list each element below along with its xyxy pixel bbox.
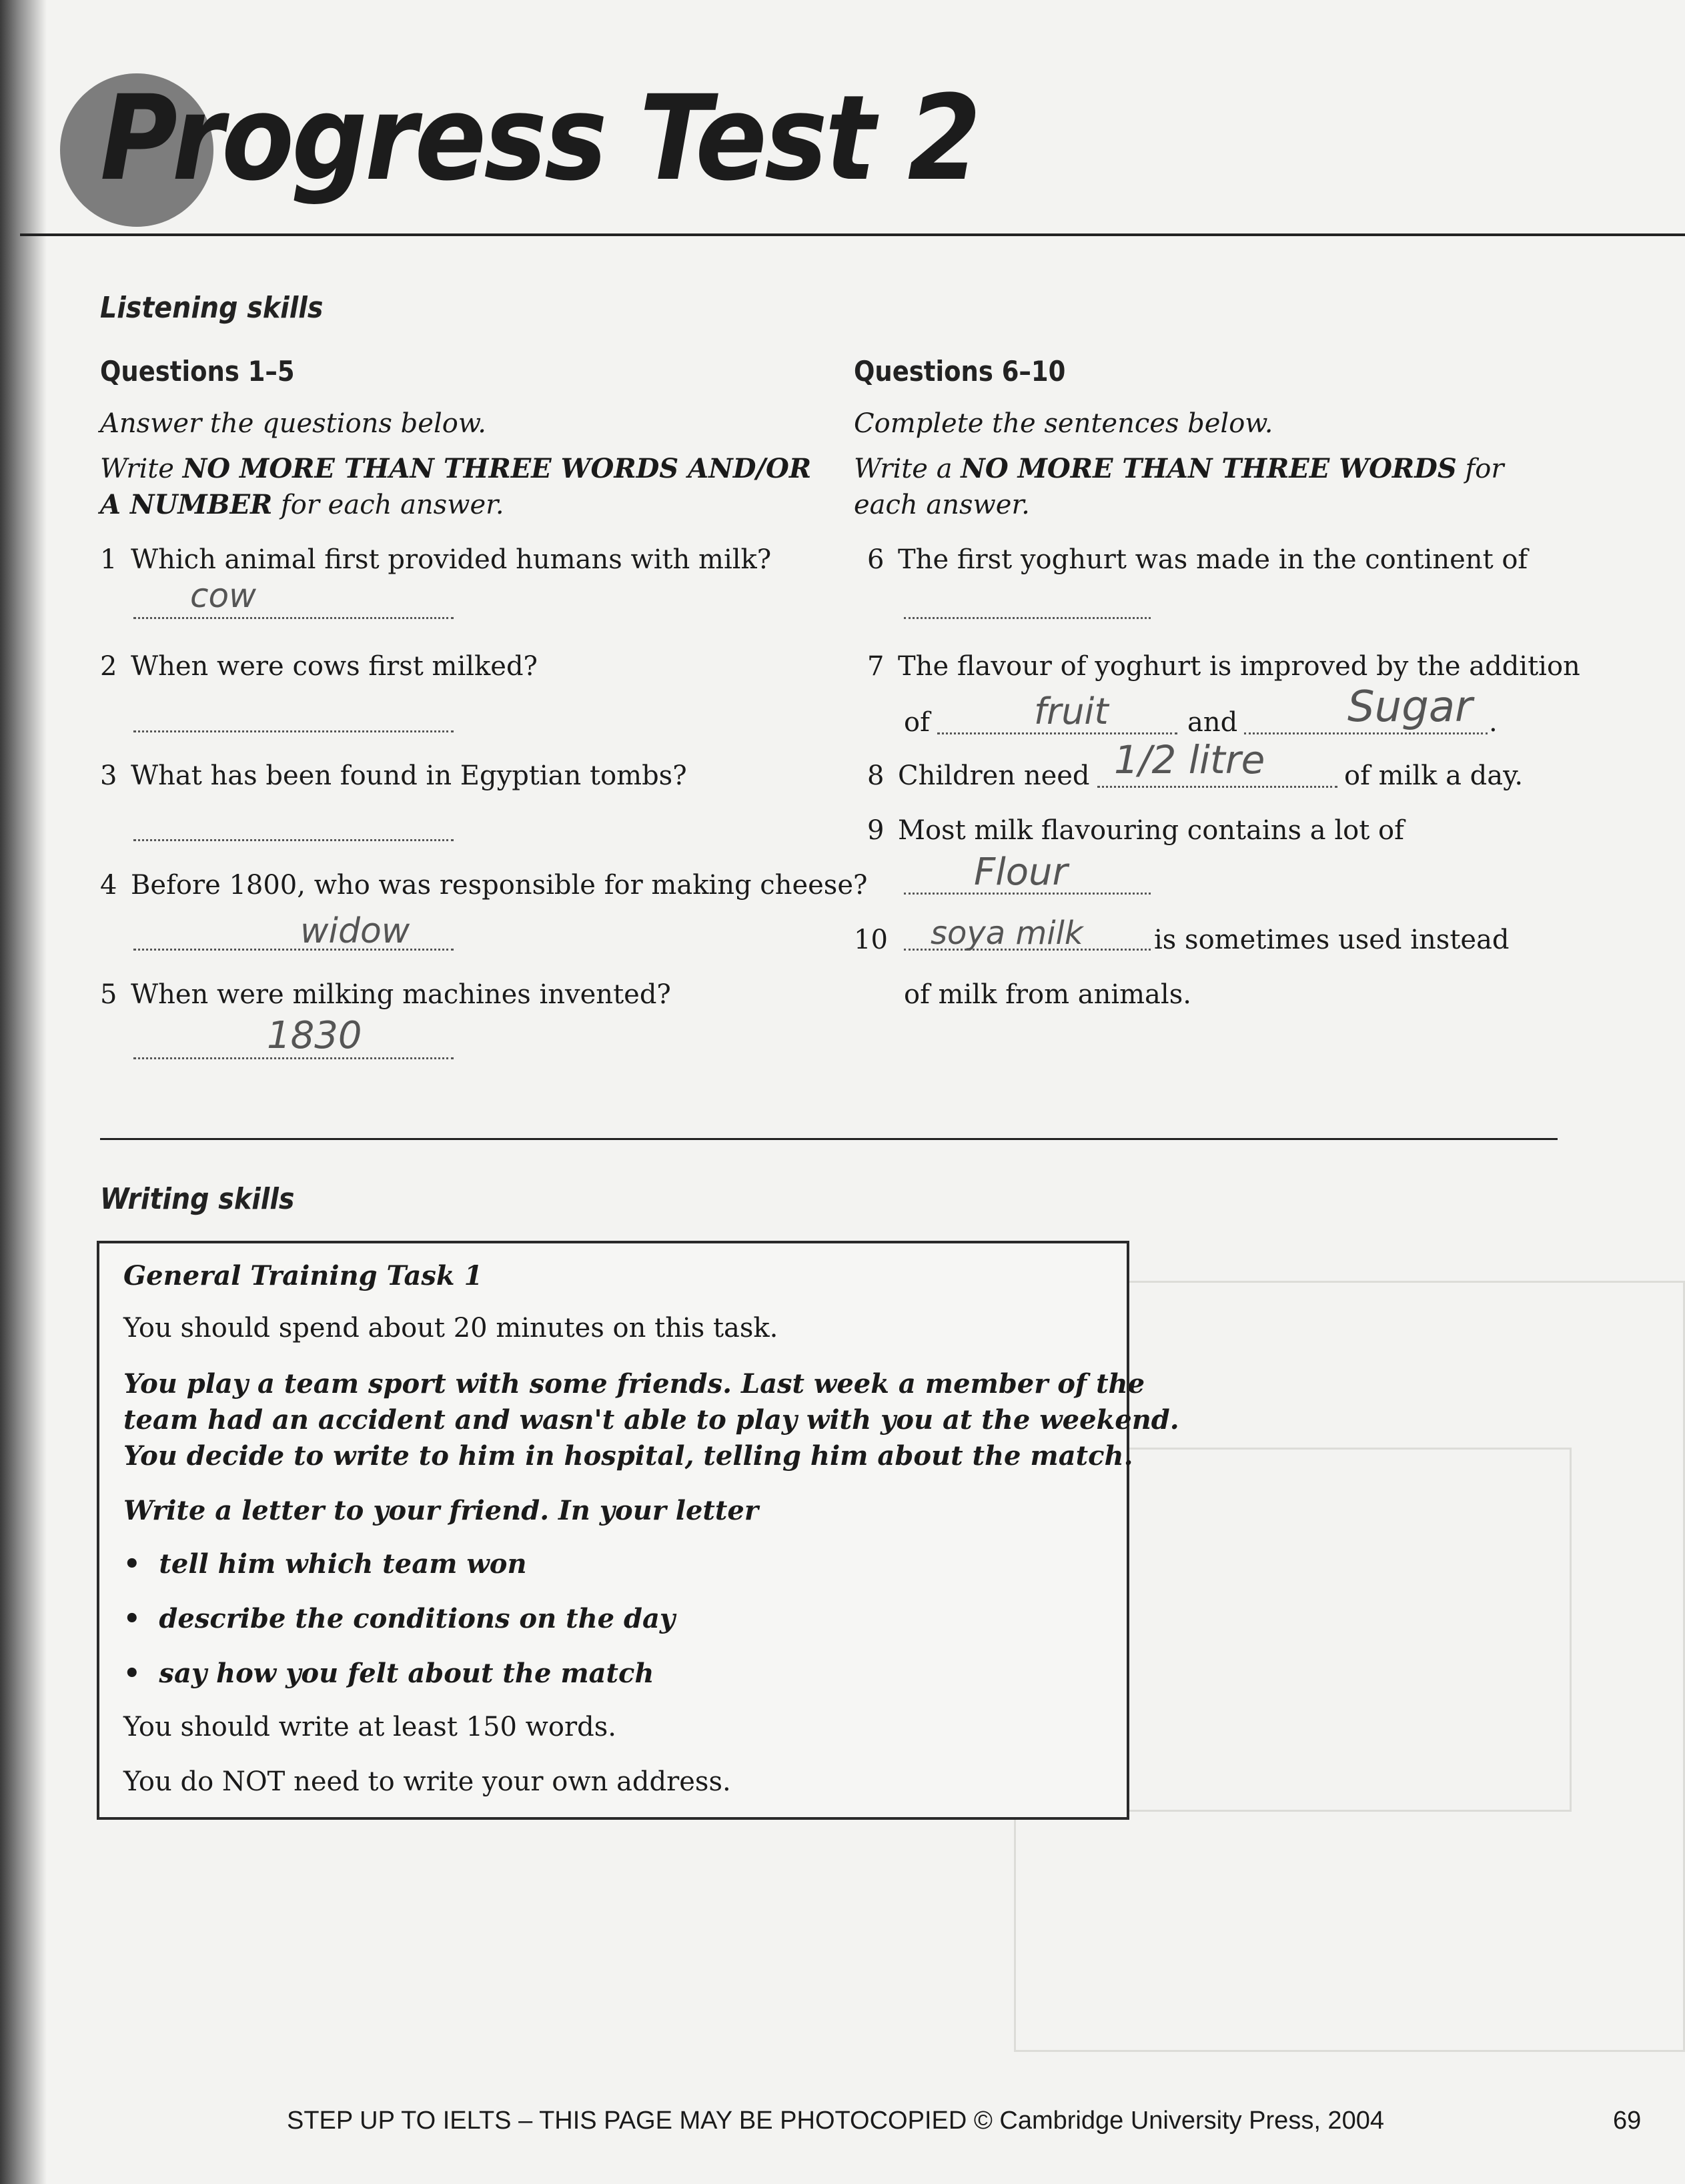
handwritten-answer-10: soya milk <box>931 915 1083 952</box>
answer-line-3[interactable] <box>133 839 454 841</box>
handwritten-answer-1: cow <box>190 576 256 615</box>
question-2: 2 When were cows first milked? <box>100 651 538 682</box>
question-10-post: is sometimes used instead <box>1154 925 1510 955</box>
listening-heading: Listening skills <box>100 291 324 325</box>
task-prompt-line: You decide to write to him in hospital, telling him about the match. <box>123 1440 1133 1472</box>
answer-line-7b[interactable] <box>1244 732 1488 734</box>
instruction: A NUMBER for each answer. <box>100 489 504 520</box>
instruction: each answer. <box>854 490 1030 520</box>
letter-intro: Write a letter to your friend. In your letter <box>123 1495 758 1526</box>
handwritten-answer-7b: Sugar <box>1347 682 1473 732</box>
page-title: Progress Test 2 <box>100 70 979 207</box>
bullet-item: • say how you felt about the match <box>123 1658 654 1689</box>
address-note: You do NOT need to write your own address. <box>123 1766 731 1797</box>
answer-line-5[interactable] <box>133 1057 454 1059</box>
question-8-post: of milk a day. <box>1344 760 1524 791</box>
section-divider <box>100 1138 1558 1140</box>
handwritten-answer-8: 1/2 litre <box>1114 737 1265 782</box>
title-rule <box>20 233 1685 236</box>
answer-line-6[interactable] <box>904 617 1151 619</box>
task-title: General Training Task 1 <box>123 1260 483 1291</box>
min-words-note: You should write at least 150 words. <box>123 1712 616 1742</box>
answer-line-7a[interactable] <box>937 732 1177 734</box>
answer-line-1[interactable] <box>133 617 454 619</box>
question-7-end: . <box>1489 707 1498 738</box>
instruction: Write a NO MORE THAN THREE WORDS for <box>854 453 1504 484</box>
bullet-item: • tell him which team won <box>123 1548 527 1580</box>
handwritten-answer-9: Flour <box>974 851 1068 894</box>
writing-heading: Writing skills <box>100 1182 295 1216</box>
questions-6-10-heading: Questions 6–10 <box>854 355 1066 388</box>
task-prompt-line: team had an accident and wasn't able to play with you at the weekend. <box>123 1404 1179 1436</box>
question-6: 6 The first yoghurt was made in the continent of <box>867 544 1528 575</box>
instruction: Write NO MORE THAN THREE WORDS AND/OR <box>100 453 812 484</box>
answer-line-8[interactable] <box>1097 786 1337 788</box>
footer-text: STEP UP TO IELTS – THIS PAGE MAY BE PHOTOCOPIED © Cambridge University Press, 2004 <box>287 2107 1384 2135</box>
question-10-num: 10 <box>854 925 888 955</box>
question-7-of: of <box>904 707 930 738</box>
questions-1-5-heading: Questions 1–5 <box>100 355 295 388</box>
instruction: Complete the sentences below. <box>854 408 1273 439</box>
handwritten-answer-7a: fruit <box>1034 690 1109 732</box>
question-7: 7 The flavour of yoghurt is improved by the addition <box>867 651 1580 682</box>
task-time: You should spend about 20 minutes on this task. <box>123 1313 778 1343</box>
answer-line-2[interactable] <box>133 730 454 732</box>
question-4: 4 Before 1800, who was responsible for making cheese? <box>100 870 868 901</box>
bullet-item: • describe the conditions on the day <box>123 1603 676 1634</box>
question-1: 1 Which animal first provided humans with milk? <box>100 544 772 575</box>
page-edge-shadow <box>0 0 47 2184</box>
instruction: Answer the questions below. <box>100 408 487 439</box>
task-prompt-line: You play a team sport with some friends. Last week a member of the <box>123 1368 1145 1400</box>
question-9: 9 Most milk flavouring contains a lot of <box>867 815 1404 846</box>
question-10-line2: of milk from animals. <box>904 979 1191 1010</box>
question-5: 5 When were milking machines invented? <box>100 979 671 1010</box>
question-3: 3 What has been found in Egyptian tombs? <box>100 760 687 791</box>
question-7-and: and <box>1187 707 1238 738</box>
handwritten-answer-4: widow <box>300 911 410 951</box>
handwritten-answer-5: 1830 <box>267 1014 362 1057</box>
page-number: 69 <box>1613 2107 1642 2135</box>
question-8: 8 Children need <box>867 760 1090 791</box>
